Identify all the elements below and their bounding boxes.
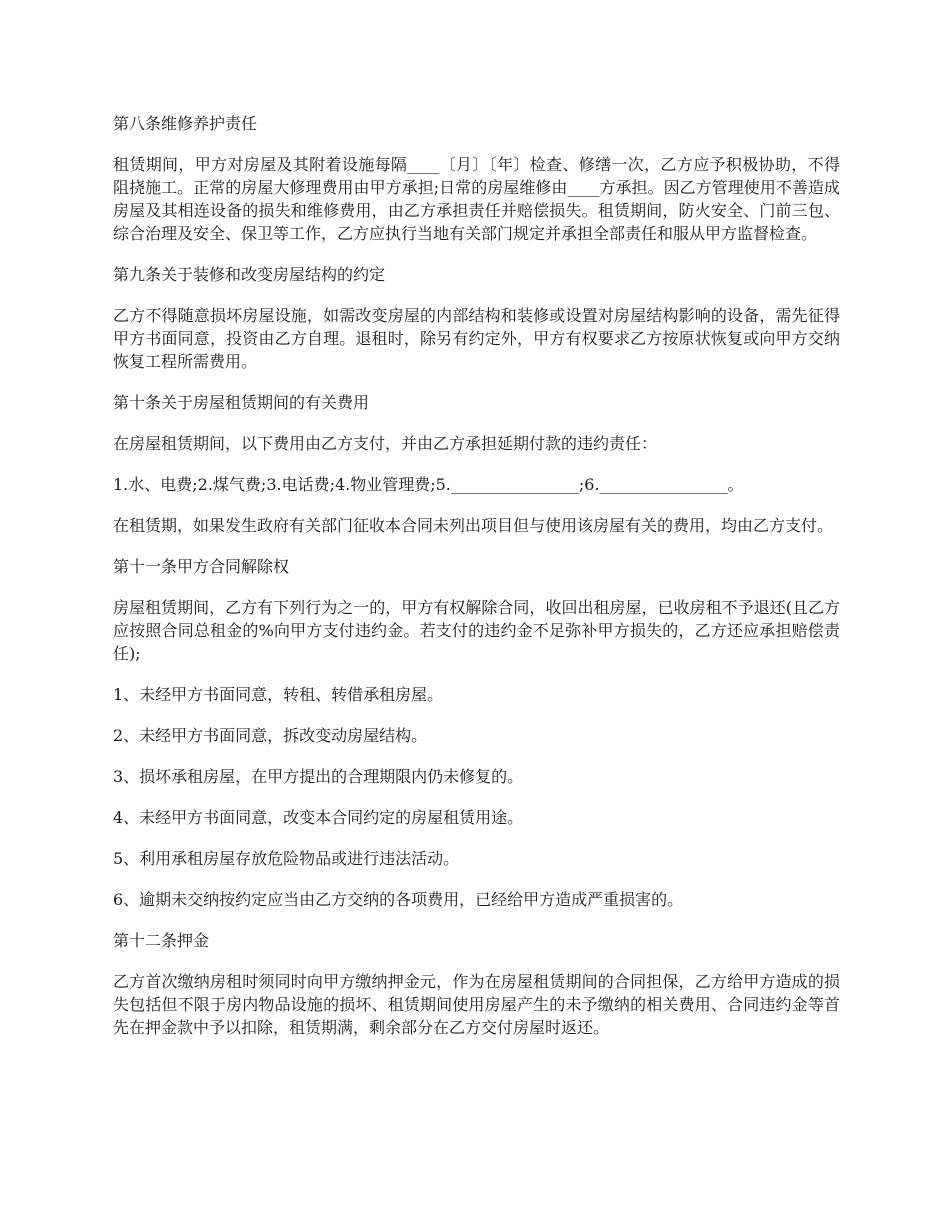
document-page	[113, 112, 840, 1057]
article-9-body: 乙方不得随意损坏房屋设施，如需改变房屋的内部结构和装修或设置对房屋结构影响的设备，需先征得甲方书面同意，投资由乙方自理。退租时，除另有约定外，甲方有权要求乙方按原状恢复或向甲方交纳恢复工程所需费用。	[113, 306, 840, 371]
article-11-heading: 第十一条甲方合同解除权	[113, 557, 290, 576]
article-11-item-3: 3、损坏承租房屋，在甲方提出的合理期限内仍未修复的。	[113, 767, 524, 786]
article-11-item-6: 6、逾期未交纳按约定应当由乙方交纳的各项费用，已经给甲方造成严重损害的。	[113, 890, 684, 909]
article-9-heading: 第九条关于装修和改变房屋结构的约定	[113, 265, 386, 284]
article-11-item-1: 1、未经甲方书面同意，转租、转借承租房屋。	[113, 685, 444, 704]
article-8-heading: 第八条维修养护责任	[113, 114, 258, 133]
article-12-body: 乙方首次缴纳房租时须同时向甲方缴纳押金元，作为在房屋租赁期间的合同担保，乙方给甲方造成的损失包括但不限于房内物品设施的损坏、租赁期间使用房屋产生的未予缴纳的相关费用、合同违约金等首先在押金款中予以扣除，租赁期满，剩余部分在乙方交付房屋时返还。	[113, 972, 840, 1037]
article-11-intro: 房屋租赁期间，乙方有下列行为之一的，甲方有权解除合同，收回出租房屋，已收房租不予退还(且乙方应按照合同总租金的%向甲方支付违约金。若支付的违约金不足弥补甲方损失的，乙方还应承担赔偿责任);	[113, 598, 840, 663]
article-10-heading: 第十条关于房屋租赁期间的有关费用	[113, 393, 370, 412]
article-10-fee-list: 1.水、电费;2.煤气费;3.电话费;4.物业管理费;5.________________;6.________________。	[113, 475, 744, 494]
article-10-body: 在租赁期，如果发生政府有关部门征收本合同未列出项目但与使用该房屋有关的费用，均由乙方支付。	[113, 516, 834, 535]
article-11-item-4: 4、未经甲方书面同意，改变本合同约定的房屋租赁用途。	[113, 808, 524, 827]
article-10-intro: 在房屋租赁期间，以下费用由乙方支付，并由乙方承担延期付款的违约责任：	[113, 434, 658, 453]
article-11-item-2: 2、未经甲方书面同意，拆改变动房屋结构。	[113, 726, 428, 745]
article-12-heading: 第十二条押金	[113, 931, 210, 950]
article-11-item-5: 5、利用承租房屋存放危险物品或进行违法活动。	[113, 849, 460, 868]
article-8-body: 租赁期间，甲方对房屋及其附着设施每隔____〔月〕〔年〕检查、修缮一次，乙方应予积极协助，不得阻挠施工。正常的房屋大修理费用由甲方承担;日常的房屋维修由____方承担。因乙方管理使用不善造成房屋及其相连设备的损失和维修费用，由乙方承担责任并赔偿损失。租赁期间，防火安全、门前三包、综合治理及安全、保卫等工作，乙方应执行当地有关部门规定并承担全部责任和服从甲方监督检查。	[113, 155, 840, 243]
